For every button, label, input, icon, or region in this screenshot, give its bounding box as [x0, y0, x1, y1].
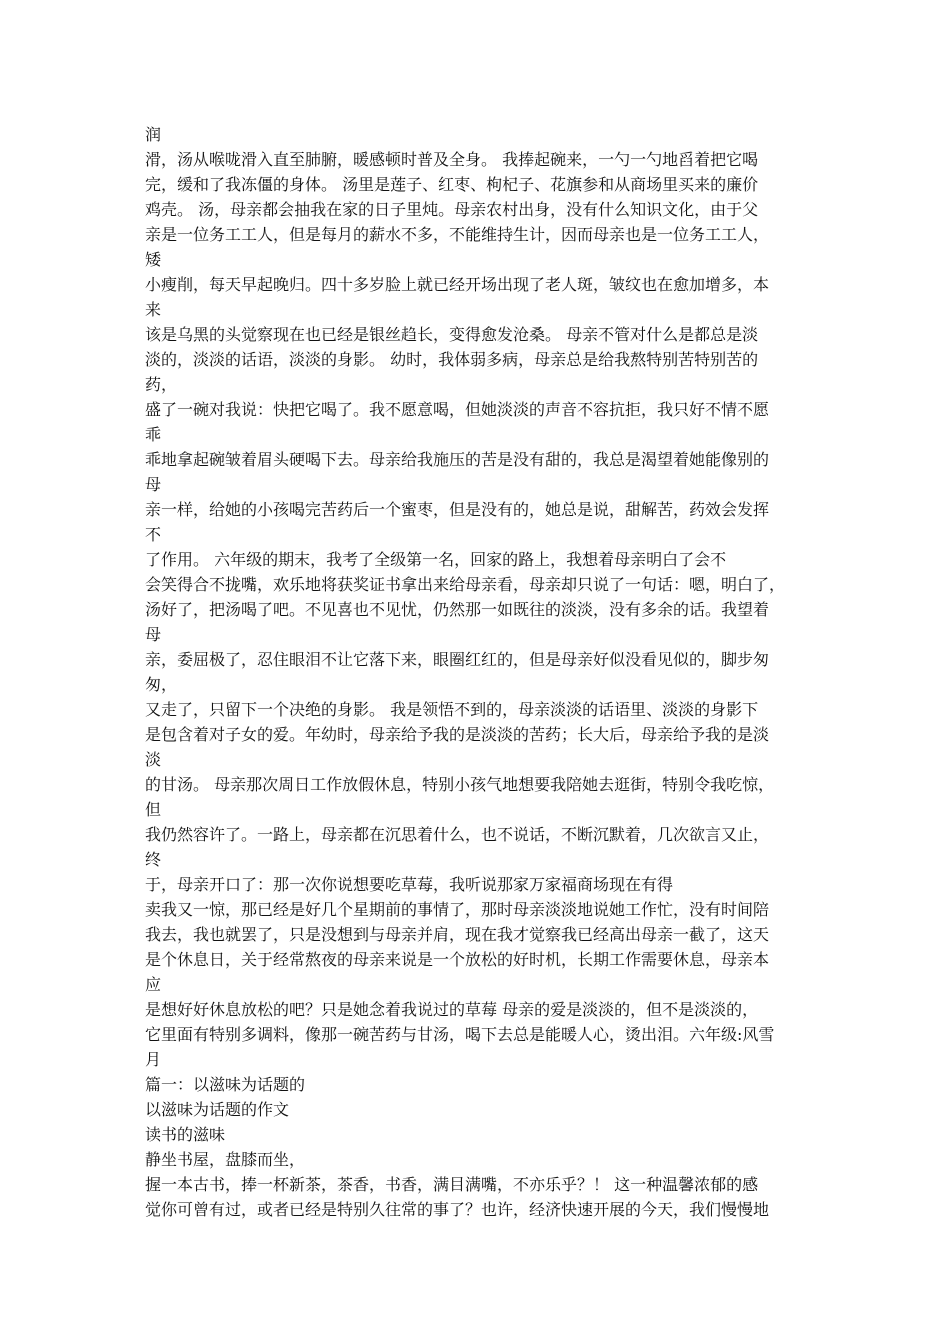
text-line: 但: [145, 800, 162, 819]
text-line: 不: [145, 525, 162, 544]
text-line: 篇一：以滋味为话题的: [145, 1075, 306, 1094]
text-line: 润: [145, 125, 162, 144]
text-line: 以滋味为话题的作文: [145, 1100, 290, 1119]
text-line: 盛了一碗对我说：快把它喝了。我不愿意喝，但她淡淡的声音不容抗拒，我只好不情不愿: [145, 400, 770, 419]
text-line: 是个休息日，关于经常熬夜的母亲来说是一个放松的好时机，长期工作需要休息，母亲本: [145, 950, 770, 969]
text-line: 是想好好休息放松的吧？只是她念着我说过的草莓 母亲的爱是淡淡的，但不是淡淡的，: [145, 1000, 759, 1019]
text-line: 于，母亲开口了：那一次你说想要吃草莓，我听说那家万家福商场现在有得: [145, 875, 674, 894]
text-line: 淡的，淡淡的话语，淡淡的身影。 幼时，我体弱多病，母亲总是给我熬特别苦特别苦的: [145, 350, 759, 369]
text-line: 终: [145, 850, 162, 869]
text-line: 小瘦削，每天早起晚归。四十多岁脸上就已经开场出现了老人斑，皱纹也在愈加增多，本: [145, 275, 770, 294]
text-line: 乖地拿起碗皱着眉头硬喝下去。母亲给我施压的苦是没有甜的，我总是渴望着她能像别的: [145, 450, 770, 469]
text-line: 了作用。 六年级的期末，我考了全级第一名，回家的路上，我想着母亲明白了会不: [145, 550, 727, 569]
text-line: 淡: [145, 750, 162, 769]
text-line: 滑，汤从喉咙滑入直至肺腑，暖感顿时普及全身。 我捧起碗来，一勺一勺地舀着把它喝: [145, 150, 759, 169]
text-line: 亲，委屈极了，忍住眼泪不让它落下来，眼圈红红的，但是母亲好似没看见似的，脚步匆: [145, 650, 770, 669]
text-line: 会笑得合不拢嘴，欢乐地将获奖证书拿出来给母亲看，母亲却只说了一句话：嗯，明白了，: [145, 575, 786, 594]
text-line: 母: [145, 625, 162, 644]
text-line: 药，: [145, 375, 178, 394]
text-line: 应: [145, 975, 162, 994]
text-line: 是包含着对子女的爱。年幼时，母亲给予我的是淡淡的苦药；长大后，母亲给予我的是淡: [145, 725, 770, 744]
text-line: 亲是一位务工工人，但是每月的薪水不多，不能维持生计，因而母亲也是一位务工工人，: [145, 225, 770, 244]
text-line: 又走了，只留下一个决绝的身影。 我是领悟不到的，母亲淡淡的话语里、淡淡的身影下: [145, 700, 759, 719]
text-line: 乖: [145, 425, 162, 444]
essay-text: [145, 122, 835, 1222]
text-line: 该是乌黑的头觉察现在也已经是银丝趋长，变得愈发沧桑。 母亲不管对什么是都总是淡: [145, 325, 759, 344]
text-line: 握一本古书，捧一杯新茶，茶香，书香，满目满嘴，不亦乐乎？！ 这一种温馨浓郁的感: [145, 1175, 759, 1194]
text-line: 我仍然容许了。一路上，母亲都在沉思着什么，也不说话，不断沉默着，几次欲言又止，: [145, 825, 770, 844]
text-line: 读书的滋味: [145, 1125, 226, 1144]
text-line: 亲一样，给她的小孩喝完苦药后一个蜜枣，但是没有的，她总是说，甜解苦，药效会发挥: [145, 500, 770, 519]
text-line: 觉你可曾有过，或者已经是特别久往常的事了？也许，经济快速开展的今天，我们慢慢地: [145, 1200, 770, 1219]
text-line: 我去，我也就罢了，只是没想到与母亲并肩，现在我才觉察我已经高出母亲一截了，这天: [145, 925, 770, 944]
text-line: 月: [145, 1050, 162, 1069]
text-line: 的甘汤。 母亲那次周日工作放假休息，特别小孩气地想要我陪她去逛街，特别令我吃惊，: [145, 775, 775, 794]
text-line: 它里面有特别多调料，像那一碗苦药与甘汤，喝下去总是能暖人心，烫出泪。六年级:风雪: [145, 1025, 775, 1044]
text-line: 来: [145, 300, 162, 319]
text-line: 完，缓和了我冻僵的身体。 汤里是莲子、红枣、枸杞子、花旗参和从商场里买来的廉价: [145, 175, 759, 194]
text-line: 矮: [145, 250, 162, 269]
text-line: 匆，: [145, 675, 178, 694]
text-line: 静坐书屋，盘膝而坐，: [145, 1150, 306, 1169]
text-line: 鸡壳。 汤，母亲都会抽我在家的日子里炖。母亲农村出身，没有什么知识文化，由于父: [145, 200, 759, 219]
text-line: 母: [145, 475, 162, 494]
text-line: 卖我又一惊，那已经是好几个星期前的事情了，那时母亲淡淡地说她工作忙，没有时间陪: [145, 900, 770, 919]
text-line: 汤好了，把汤喝了吧。不见喜也不见忧，仍然那一如既往的淡淡，没有多余的话。我望着: [145, 600, 770, 619]
